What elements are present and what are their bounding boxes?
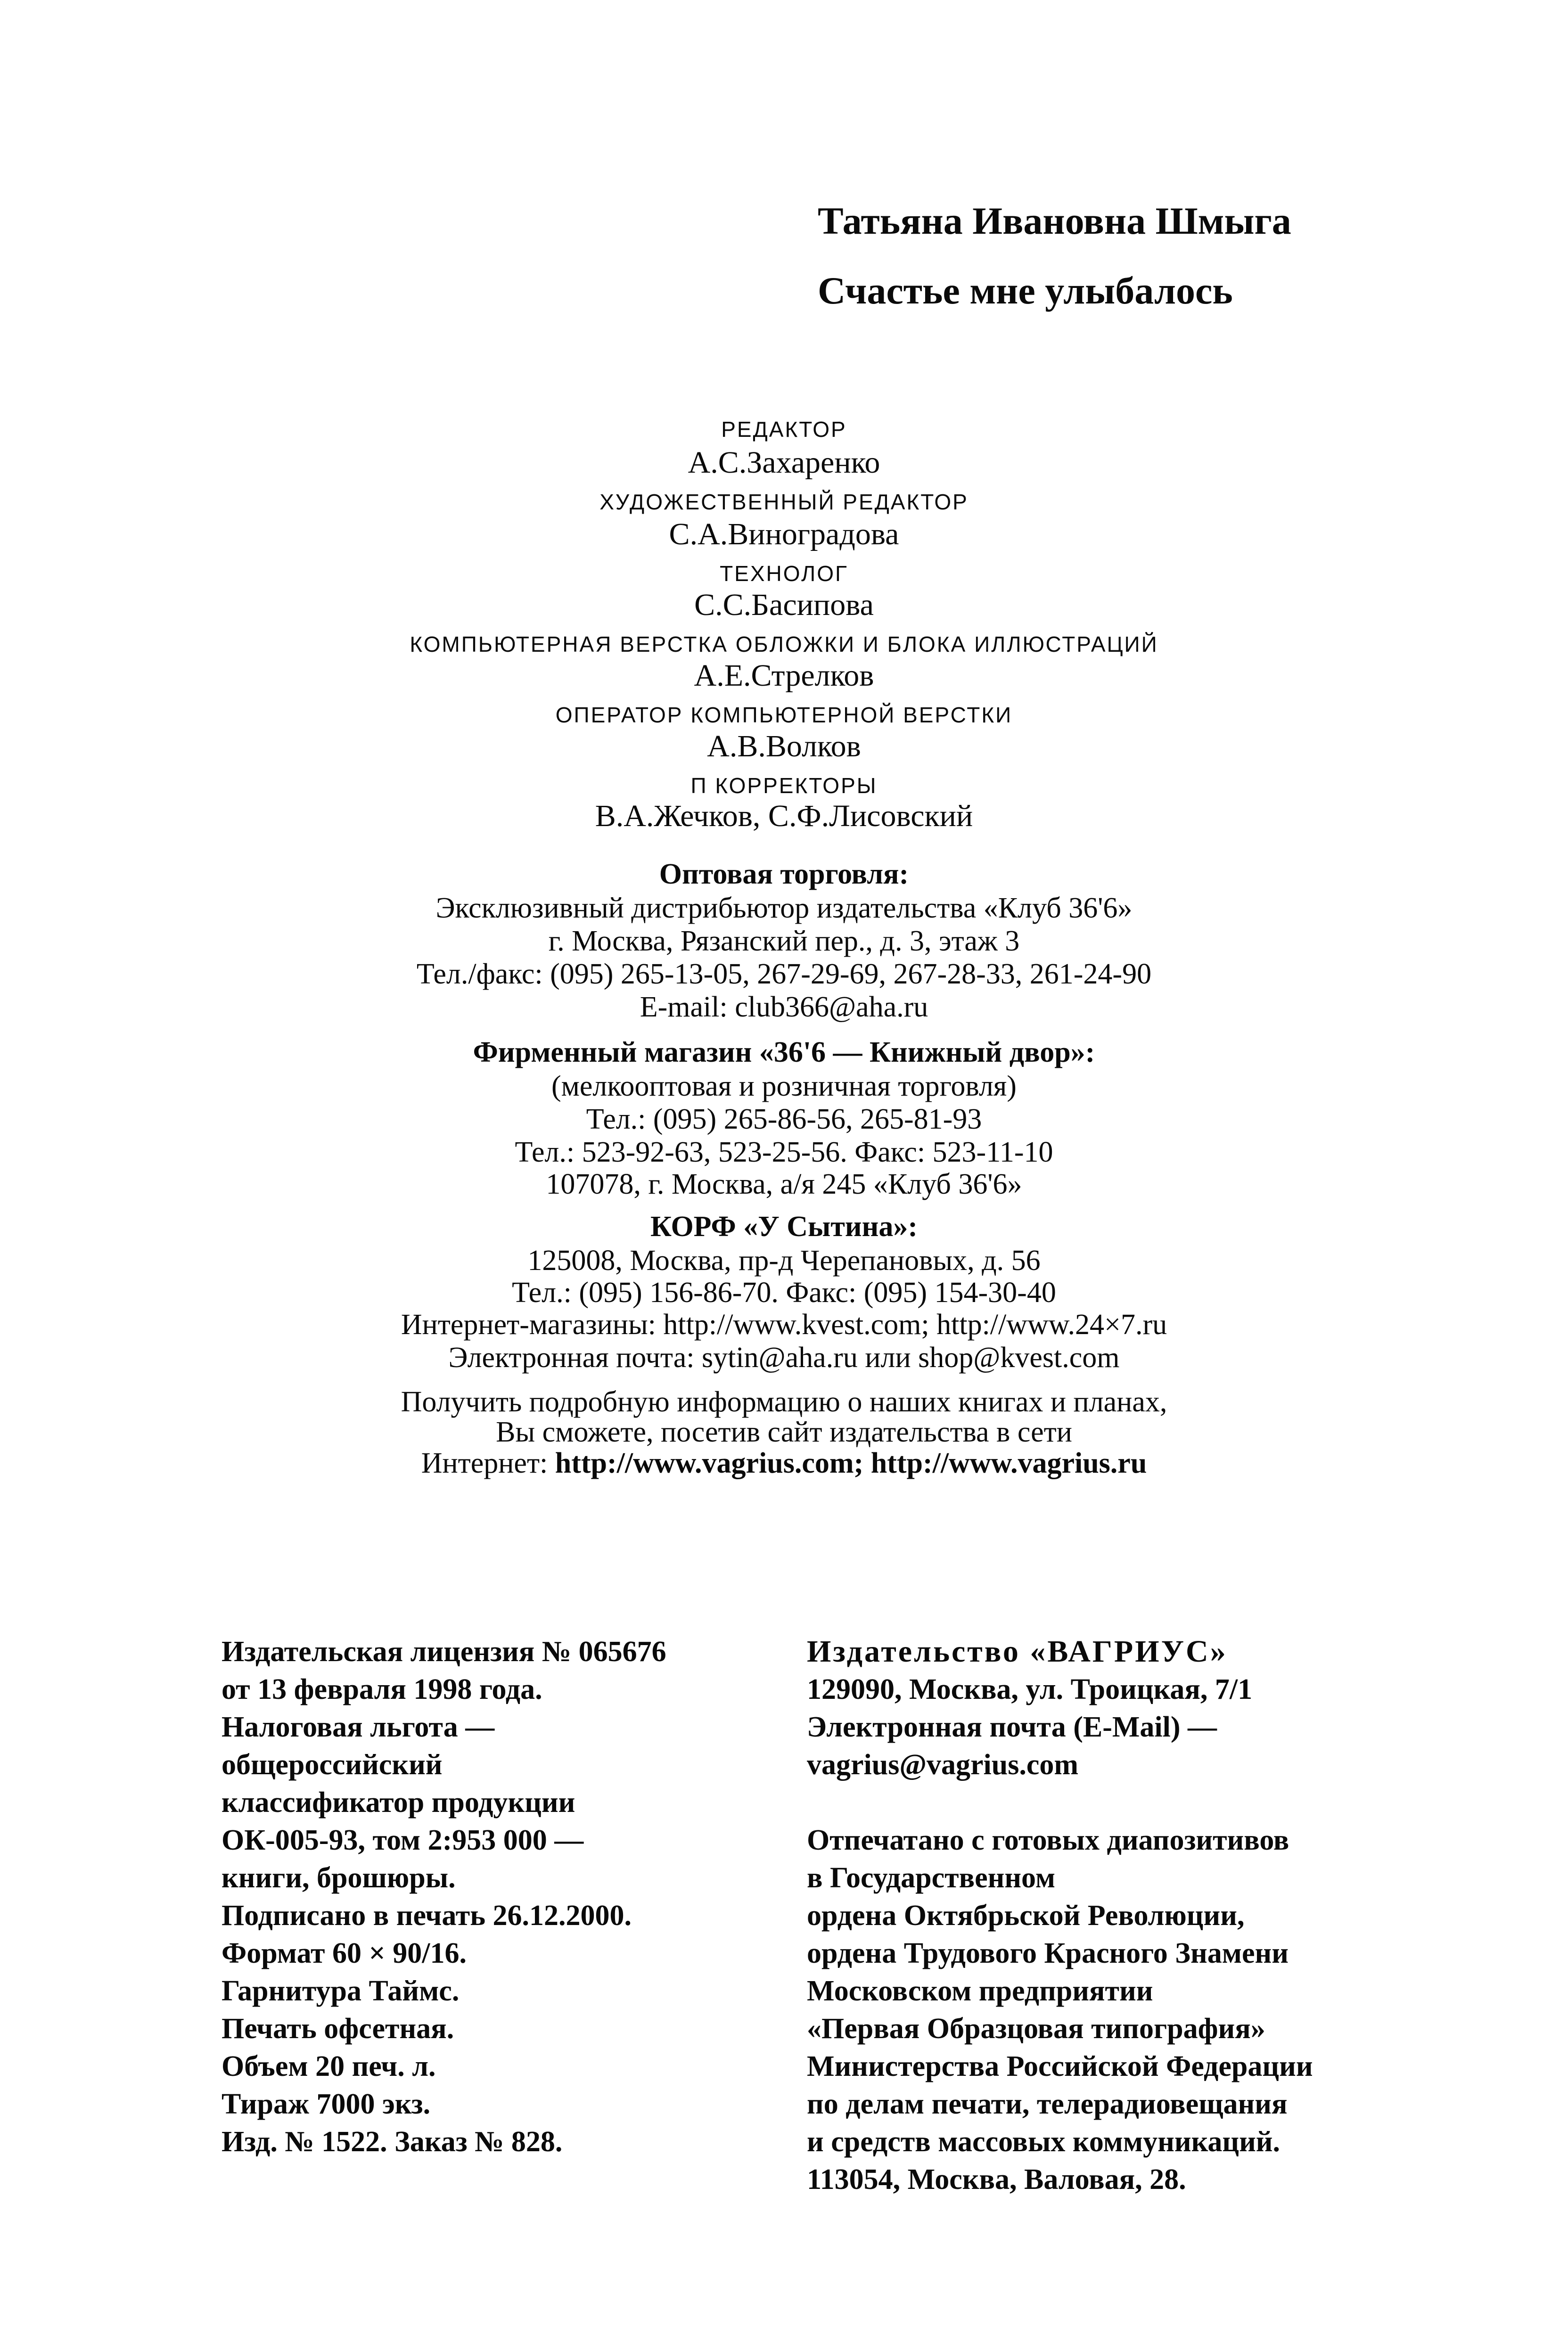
info-internet-line bbox=[0, 1447, 1568, 1480]
book-title: Счастье мне улыбалось bbox=[818, 269, 1233, 312]
printer-line: и средств массовых коммуникаций. bbox=[807, 2126, 1281, 2158]
imprint-left-line: от 13 февраля 1998 года. bbox=[222, 1673, 542, 1705]
info-line: Получить подробную информацию о наших книгах и планах, bbox=[401, 1386, 1167, 1418]
info-line: Вы сможете, посетив сайт издательства в сети bbox=[496, 1416, 1072, 1448]
imprint-left-line: ОК-005-93, том 2:953 000 — bbox=[222, 1824, 584, 1856]
imprint-left-line: книги, брошюры. bbox=[222, 1862, 456, 1894]
store-line: Тел.: (095) 265-86-56, 265-81-93 bbox=[586, 1103, 982, 1135]
korf-heading: КОРФ «У Сытина»: bbox=[650, 1211, 918, 1243]
printer-line: Московском предприятии bbox=[807, 1975, 1153, 2007]
imprint-left-line: Налоговая льгота — bbox=[222, 1711, 495, 1743]
imprint-left-line: Гарнитура Таймс. bbox=[222, 1975, 460, 2007]
credit-role-cover-layout: КОМПЬЮТЕРНАЯ ВЕРСТКА ОБЛОЖКИ И БЛОКА ИЛЛЮСТРАЦИЙ bbox=[410, 632, 1158, 656]
store-line: Тел.: 523-92-63, 523-25-56. Факс: 523-11-10 bbox=[515, 1136, 1053, 1168]
imprint-left-line: Подписано в печать 26.12.2000. bbox=[222, 1900, 632, 1932]
credit-role-technologist: ТЕХНОЛОГ bbox=[720, 561, 848, 586]
credit-name-editor: А.С.Захаренко bbox=[688, 445, 880, 480]
imprint-left-line: общероссийский bbox=[222, 1749, 443, 1781]
imprint-right-column bbox=[807, 1633, 1313, 2198]
credit-name-art-editor: С.А.Виноградова bbox=[669, 517, 899, 551]
internet-urls: http://www.vagrius.com; http://www.vagrius.ru bbox=[555, 1447, 1147, 1479]
korf-line: Интернет-магазины: http://www.kvest.com; http://www.24×7.ru bbox=[401, 1309, 1167, 1341]
imprint-left-line: Объем 20 печ. л. bbox=[222, 2050, 436, 2082]
printer-line: в Государственном bbox=[807, 1862, 1056, 1894]
spacer bbox=[807, 1784, 1313, 1821]
author-name: Татьяна Ивановна Шмыга bbox=[818, 199, 1291, 242]
printer-line: ордена Трудового Красного Знамени bbox=[807, 1937, 1289, 1969]
korf-line: Тел.: (095) 156-86-70. Факс: (095) 154-30-40 bbox=[512, 1277, 1056, 1309]
credit-name-technologist: С.С.Басипова bbox=[694, 588, 874, 622]
credit-role-proofreaders: П КОРРЕКТОРЫ bbox=[690, 773, 878, 798]
wholesale-email: E-mail: club366@aha.ru bbox=[640, 991, 928, 1023]
store-heading: Фирменный магазин «36'6 — Книжный двор»: bbox=[473, 1036, 1095, 1068]
imprint-left-line: Формат 60 × 90/16. bbox=[222, 1937, 467, 1969]
imprint-left-column bbox=[222, 1633, 666, 2161]
printer-line: по делам печати, телерадиовещания bbox=[807, 2088, 1288, 2120]
imprint-left-line: классификатор продукции bbox=[222, 1786, 575, 1819]
credit-role-art-editor: ХУДОЖЕСТВЕННЫЙ РЕДАКТОР bbox=[599, 490, 969, 514]
publisher-address-line: Электронная почта (E-Mail) — bbox=[807, 1711, 1217, 1743]
publisher-name: Издательство «ВАГРИУС» bbox=[807, 1634, 1228, 1669]
store-line: (мелкооптовая и розничная торговля) bbox=[551, 1070, 1017, 1102]
title-block bbox=[818, 198, 1291, 314]
wholesale-line: Эксклюзивный дистрибьютор издательства «Клуб 36'6» bbox=[435, 892, 1133, 924]
publisher-address-line: 129090, Москва, ул. Троицкая, 7/1 bbox=[807, 1673, 1253, 1705]
store-line: 107078, г. Москва, а/я 245 «Клуб 36'6» bbox=[546, 1168, 1022, 1200]
imprint-left-line: Издательская лицензия № 065676 bbox=[222, 1636, 666, 1668]
credit-name-layout-operator: А.В.Волков bbox=[707, 729, 861, 763]
credit-name-cover-layout: А.Е.Стрелков bbox=[694, 658, 874, 693]
imprint-left-line: Печать офсетная. bbox=[222, 2013, 454, 2045]
printer-line: Министерства Российской Федерации bbox=[807, 2050, 1313, 2082]
internet-prefix: Интернет: bbox=[421, 1447, 555, 1479]
korf-line: 125008, Москва, пр-д Черепановых, д. 56 bbox=[527, 1245, 1041, 1277]
credit-role-layout-operator: ОПЕРАТОР КОМПЬЮТЕРНОЙ ВЕРСТКИ bbox=[555, 703, 1013, 727]
wholesale-heading: Оптовая торговля: bbox=[659, 858, 909, 890]
publisher-email: vagrius@vagrius.com bbox=[807, 1749, 1079, 1781]
imprint-left-line: Изд. № 1522. Заказ № 828. bbox=[222, 2126, 563, 2158]
printer-line: «Первая Образцовая типография» bbox=[807, 2013, 1265, 2045]
printer-line: ордена Октябрьской Революции, bbox=[807, 1900, 1245, 1932]
credit-role-editor: РЕДАКТОР bbox=[721, 417, 847, 442]
wholesale-line: Тел./факс: (095) 265-13-05, 267-29-69, 267-28-33, 261-24-90 bbox=[416, 958, 1152, 990]
credit-name-proofreaders: В.А.Жечков, С.Ф.Лисовский bbox=[595, 799, 973, 833]
imprint-left-line: Тираж 7000 экз. bbox=[222, 2088, 431, 2120]
printer-line: Отпечатано с готовых диапозитивов bbox=[807, 1824, 1289, 1856]
wholesale-line: г. Москва, Рязанский пер., д. 3, этаж 3 bbox=[548, 925, 1020, 957]
korf-line: Электронная почта: sytin@aha.ru или shop@kvest.com bbox=[448, 1342, 1120, 1374]
printer-line: 113054, Москва, Валовая, 28. bbox=[807, 2163, 1186, 2196]
